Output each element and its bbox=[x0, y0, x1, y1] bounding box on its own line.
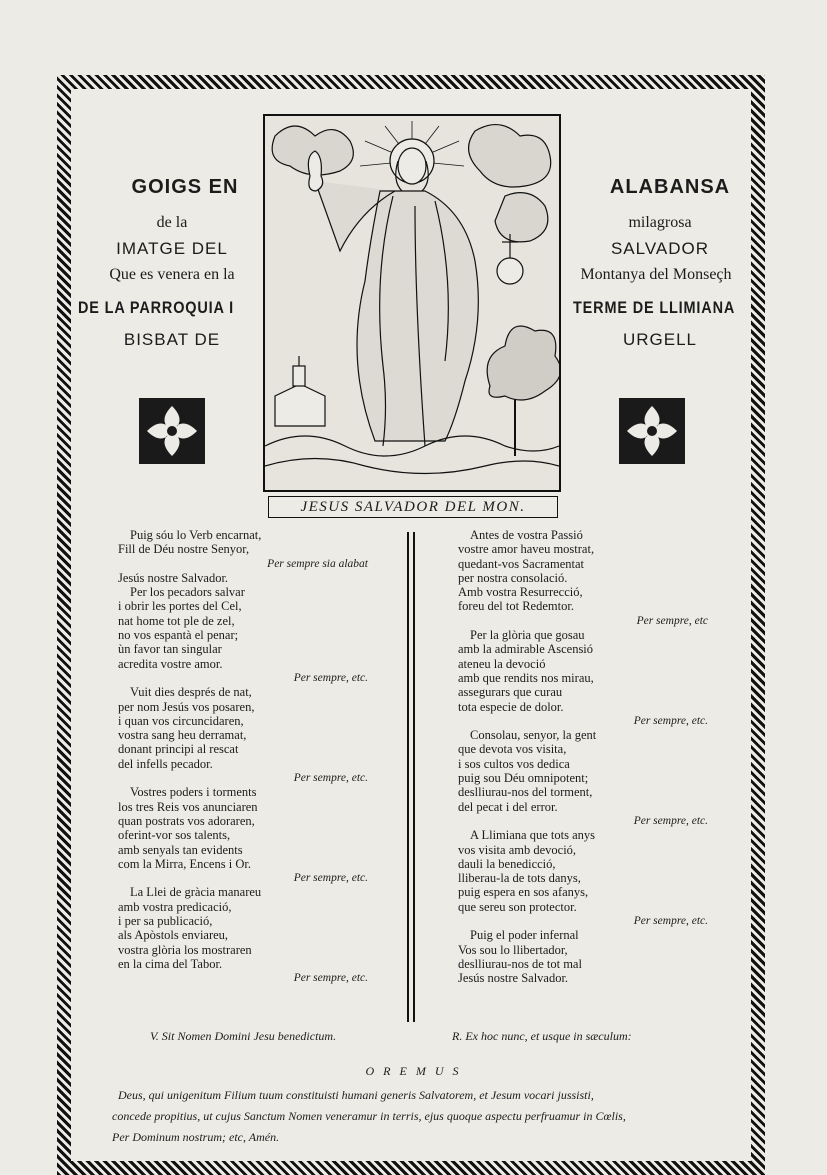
header-right-line-4: Montanya del Monseçh bbox=[580, 266, 732, 283]
verse-line: per nostra consolació. bbox=[458, 570, 568, 585]
verse-line: Puig sóu lo Verb encarnat, bbox=[130, 528, 262, 542]
versicle: V. Sit Nomen Domini Jesu benedictum. bbox=[150, 1029, 337, 1043]
verse-line: ateneu la devoció bbox=[458, 656, 546, 671]
verse-line: Per sempre, etc. bbox=[293, 772, 368, 785]
verse-line: i per sa publicació, bbox=[118, 914, 213, 929]
header-left-line-5: DE LA PARROQUIA I bbox=[78, 298, 235, 317]
verse-line: Per sempre, etc bbox=[636, 614, 708, 627]
verse-line: Vos sou lo llibertador, bbox=[458, 942, 568, 957]
verse-line: als Apòstols enviareu, bbox=[118, 928, 229, 943]
header-right-line-1: ALABANSA bbox=[609, 176, 731, 198]
verse-line: amb que rendits nos mirau, bbox=[458, 670, 594, 685]
verse-line: Per la glòria que gosau bbox=[470, 628, 585, 643]
verse-line: assegurars que curau bbox=[458, 685, 563, 700]
header-left-line-6: BISBAT DE bbox=[123, 330, 221, 349]
verse-line: Jesús nostre Salvador. bbox=[118, 570, 229, 585]
prayer-line: Deus, qui unigenitum Filium tuum constituisti humani generis Salvatorem, et Jesum vocari jussisti, bbox=[118, 1088, 594, 1102]
verse-line: deslliurau-nos de tot mal bbox=[458, 956, 582, 971]
verse-line: ùn favor tan singular bbox=[118, 642, 222, 657]
verse-line: vos visita amb devoció, bbox=[458, 842, 577, 857]
verse-line: del infells pecador. bbox=[118, 756, 213, 771]
verse-line: i sos cultos vos dedica bbox=[458, 756, 570, 771]
verse-line: i obrir les portes del Cel, bbox=[118, 599, 242, 614]
header-right-line-5: TERME DE LLIMIANA bbox=[573, 298, 736, 317]
verse-line: i quan vos circuncidaren, bbox=[118, 713, 244, 728]
verse-line: acredita vostre amor. bbox=[118, 656, 223, 671]
verses-left-column bbox=[118, 528, 368, 986]
verse-line: Per sempre, etc. bbox=[293, 671, 368, 684]
header-left-line-3: IMATGE DEL bbox=[116, 239, 228, 258]
verse-line: Per sempre, etc. bbox=[633, 714, 708, 727]
prayer-line: Per Dominum nostrum; etc, Amén. bbox=[112, 1130, 280, 1144]
header-left-line-1: GOIGS EN bbox=[131, 176, 239, 198]
verse-line: nat home tot ple de zel, bbox=[118, 613, 235, 628]
prayer-line: concede propitius, ut cujus Sanctum Nomen veneramur in terris, ejus quoque aspectu perfruamur in Cœlis, bbox=[112, 1109, 626, 1123]
header-right-line-3: SALVADOR bbox=[610, 239, 710, 258]
column-divider bbox=[413, 532, 415, 1022]
verse-line: amb senyals tan evidents bbox=[118, 842, 243, 857]
verse-line: Per sempre, etc. bbox=[293, 872, 368, 885]
verse-line: amb vostra predicació, bbox=[118, 899, 232, 914]
floral-ornament-icon bbox=[617, 396, 687, 466]
verse-line: vostra glòria los mostraren bbox=[118, 942, 252, 957]
verse-line: del pecat i del error. bbox=[458, 799, 558, 814]
verse-line: Jesús nostre Salvador. bbox=[458, 971, 569, 986]
floral-ornament-icon bbox=[137, 396, 207, 466]
verse-line: quan postrats vos adoraren, bbox=[118, 813, 255, 828]
verse-line: com la Mirra, Encens i Or. bbox=[118, 856, 251, 871]
column-divider bbox=[407, 532, 409, 1022]
verse-line: Per sempre, etc. bbox=[633, 814, 708, 827]
header-left-line-2: de la bbox=[156, 214, 188, 231]
verse-line: foreu del tot Redemtor. bbox=[458, 599, 574, 614]
woodcut-image-savior bbox=[263, 114, 561, 492]
verse-line: La Llei de gràcia manareu bbox=[130, 885, 262, 900]
verse-line: oferint-vor sos talents, bbox=[118, 828, 231, 843]
verse-line: tota especie de dolor. bbox=[458, 699, 564, 714]
image-caption: JESUS SALVADOR DEL MON. bbox=[268, 496, 558, 518]
verse-line: donant principi al rescat bbox=[118, 742, 239, 757]
verse-line: vostre amor haveu mostrat, bbox=[458, 542, 595, 557]
verse-line: Puig el poder infernal bbox=[470, 928, 579, 943]
verse-line: Per sempre, etc. bbox=[293, 972, 368, 985]
verse-line: en la cima del Tabor. bbox=[118, 956, 223, 971]
verse-line: Per los pecadors salvar bbox=[130, 585, 245, 600]
verse-line: no vos espantà el penar; bbox=[118, 628, 239, 643]
verses-right-column bbox=[458, 528, 708, 986]
verse-line: lliberau-la de tots danys, bbox=[458, 871, 581, 886]
verse-line: que sereu son protector. bbox=[458, 899, 577, 914]
verse-line: per nom Jesús vos posaren, bbox=[118, 699, 255, 714]
verse-line: Amb vostra Resurrecció, bbox=[458, 585, 583, 600]
oremus-title: O R E M U S bbox=[365, 1064, 462, 1078]
savior-figure-icon bbox=[265, 116, 559, 490]
header-right-line-6: URGELL bbox=[622, 330, 698, 349]
verse-line: que devota vos visita, bbox=[458, 742, 567, 757]
verse-line: quedant-vos Sacramentat bbox=[458, 556, 584, 571]
verse-line: Consolau, senyor, la gent bbox=[470, 728, 597, 743]
verse-line: Per sempre, etc. bbox=[633, 915, 708, 928]
verse-line: amb la admirable Ascensió bbox=[458, 642, 594, 657]
verse-line: los tres Reis vos anunciaren bbox=[118, 799, 258, 814]
verse-line: Vuit dies després de nat, bbox=[130, 685, 252, 700]
header-left-line-4: Que es venera en la bbox=[109, 266, 235, 283]
verse-line: Vostres poders i torments bbox=[130, 785, 257, 800]
verse-line: Fill de Déu nostre Senyor, bbox=[118, 542, 250, 557]
verse-line: Antes de vostra Passió bbox=[470, 528, 583, 542]
verse-line: vostra sang heu derramat, bbox=[118, 728, 247, 743]
header-right-line-2: milagrosa bbox=[628, 214, 692, 231]
verse-line: dauli la benedicció, bbox=[458, 856, 556, 871]
verse-line: deslliurau-nos del torment, bbox=[458, 785, 593, 800]
response: R. Ex hoc nunc, et usque in sæculum: bbox=[452, 1029, 632, 1043]
verse-line: A Llimiana que tots anys bbox=[470, 828, 595, 843]
verse-line: Per sempre sia alabat bbox=[267, 557, 368, 570]
verse-line: puig espera en sos afanys, bbox=[458, 885, 589, 900]
verse-line: puig sou Déu omnipotent; bbox=[458, 771, 589, 786]
